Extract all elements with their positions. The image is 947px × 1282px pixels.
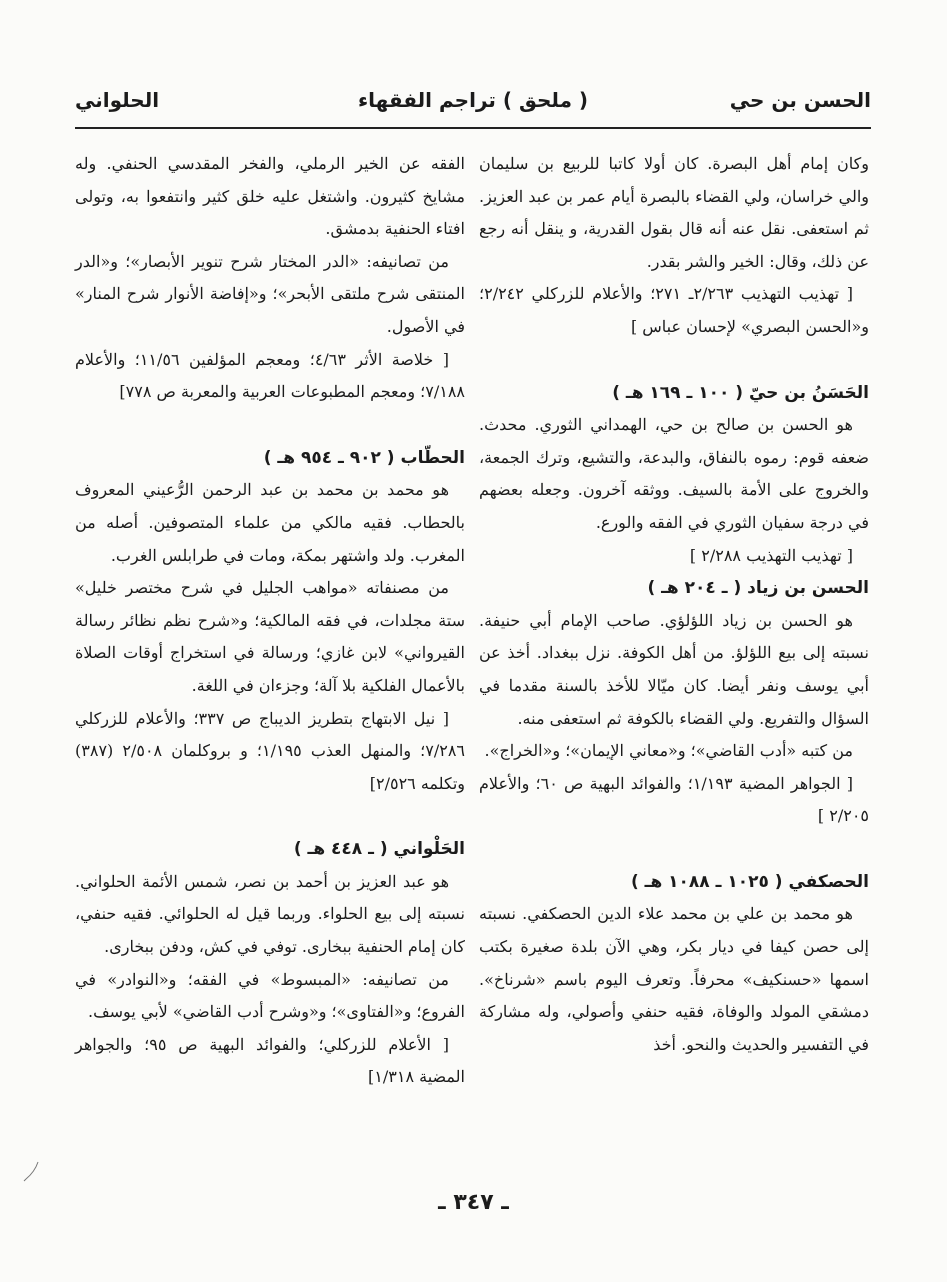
paragraph: هو عبد العزيز بن أحمد بن نصر، شمس الأئمة الحلواني. نسبته إلى بيع الحلواء. وربما قيل له الحلوائي. فقيه حنفي، كان إمام الحنفية ببخارى. توفي في كش، ودفن ببخارى. xyxy=(75,871,465,957)
entry-title: الحَلْواني ( ـ ٤٤٨ هـ ) xyxy=(293,839,465,860)
entry-title: الحسن بن زياد ( ـ ٢٠٤ هـ ) xyxy=(647,578,869,599)
paragraph: من كتبه «أدب القاضي»؛ و«معاني الإيمان»؛ و«الخراج». xyxy=(484,741,853,761)
left-column xyxy=(75,148,465,1094)
paragraph: من تصانيفه: «الدر المختار شرح تنوير الأبصار»؛ و«الدر المنتقى شرح ملتقى الأبحر»؛ و«إفاضة الأنوار شرح المنار» في الأصول. xyxy=(75,251,465,336)
paragraph: هو الحسن بن صالح بن حي، الهمداني الثوري. محدث. ضعفه قوم: رموه بالنفاق، والبدعة، والتشيع، وترك الجمعة، والخروج على الأمة بالسيف. ووثقه آخرون. وجعله بعضهم في درجة سفيان الثوري في الفقه والورع. xyxy=(479,415,869,532)
page-number: ـ ٣٤٧ ـ xyxy=(438,1190,509,1215)
paragraph: هو الحسن بن زياد اللؤلؤي. صاحب الإمام أبي حنيفة. نسبته إلى بيع اللؤلؤ. من أهل الكوفة. نزل ببغداد. أخذ عن أبي يوسف ونفر أيضا. كان ميّالا للأخذ بالسنة مقدما في السؤال والتفريع. ولي القضاء بالكوفة ثم استعفى منه. xyxy=(479,610,869,728)
header-book-title: ( ملحق ) تراجم الفقهاء xyxy=(357,88,589,112)
reference: [ تهذيب التهذيب ٢/٢٦٣ـ ٢٧١؛ والأعلام للزركلي ٢/٢٤٢؛ و«الحسن البصري» لإحسان عباس ] xyxy=(479,284,869,336)
reference: [ الجواهر المضية ١/١٩٣؛ والفوائد البهية ص ٦٠؛ والأعلام ٢/٢٠٥ ] xyxy=(479,773,869,826)
entry-title: الحَسَنُ بن حيّ ( ١٠٠ ـ ١٦٩ هـ ) xyxy=(612,382,869,403)
reference: [ نيل الابتهاج بتطريز الديباج ص ٣٣٧؛ والأعلام للزركلي ٧/٢٨٦؛ والمنهل العذب ١/١٩٥؛ و بروكلمان ٢/٥٠٨ (٣٨٧) وتكلمه ٢/٥٢٦] xyxy=(75,708,465,793)
paragraph: الفقه عن الخير الرملي، والفخر المقدسي الحنفي. وله مشايخ كثيرون. واشتغل عليه خلق كثير وانتفعوا به، وتولى افتاء الحنفية بدمشق. xyxy=(75,154,465,239)
header-entry-name: الحسن بن حي xyxy=(729,88,871,112)
paragraph: من تصانيفه: «المبسوط» في الفقه؛ و«النوادر» في الفروع؛ و«الفتاوى»؛ و«وشرح أدب القاضي» لأبي يوسف. xyxy=(75,969,465,1022)
entry-title: الحطّاب ( ٩٠٢ ـ ٩٥٤ هـ ) xyxy=(263,447,465,468)
paragraph: من مصنفاته «مواهب الجليل في شرح مختصر خليل» ستة مجلدات، في فقه المالكية؛ و«شرح نظم نظائر رسالة القيرواني» لابن غازي؛ ورسالة في استخراج أوقات الصلاة بالأعمال الفلكية بلا آلة؛ وجزءان في اللغة. xyxy=(75,578,465,695)
reference: [ الأعلام للزركلي؛ والفوائد البهية ص ٩٥؛ والجواهر المضية ١/٣١٨] xyxy=(75,1034,465,1087)
header-rule xyxy=(75,127,871,129)
paragraph: وكان إمام أهل البصرة. كان أولا كاتبا للربيع بن سليمان والي خراسان، ولي القضاء بالبصرة أيام عمر بن عبد العزيز. ثم استعفى. نقل عنه أنه قال بقول القدرية، و ينقل أنه رجع عن ذلك، وقال: الخير والشر بقدر. xyxy=(479,154,869,271)
paragraph: هو محمد بن علي بن محمد علاء الدين الحصكفي. نسبته إلى حصن كيفا في ديار بكر، وهي الآن بلدة صغيرة بكتب اسمها «حسنكيف» محرفاً. وتعرف اليوم باسم «شرناخ». دمشقي المولد والوفاة، فقيه حنفي وأصولي، وله مشاركة في التفسير والحديث والنحو. أخذ xyxy=(479,904,869,1054)
header-last-entry: الحلواني xyxy=(75,88,160,112)
entry-title: الحصكفي ( ١٠٢٥ ـ ١٠٨٨ هـ ) xyxy=(630,871,869,892)
running-header xyxy=(75,88,871,128)
paragraph: هو محمد بن محمد بن عبد الرحمن الرُّعيني المعروف بالحطاب. فقيه مالكي من علماء المتصوفين. أصله من المغرب. ولد واشتهر بمكة، ومات في طرابلس الغرب. xyxy=(75,480,465,565)
pen-mark-icon xyxy=(22,1160,42,1182)
reference: [ خلاصة الأثر ٤/٦٣؛ ومعجم المؤلفين ١١/٥٦؛ والأعلام ٧/١٨٨؛ ومعجم المطبوعات العربية والمعربة ص ٧٧٨] xyxy=(75,349,465,402)
right-column xyxy=(479,148,869,1061)
reference: [ تهذيب التهذيب ٢/٢٨٨ ] xyxy=(689,545,853,565)
